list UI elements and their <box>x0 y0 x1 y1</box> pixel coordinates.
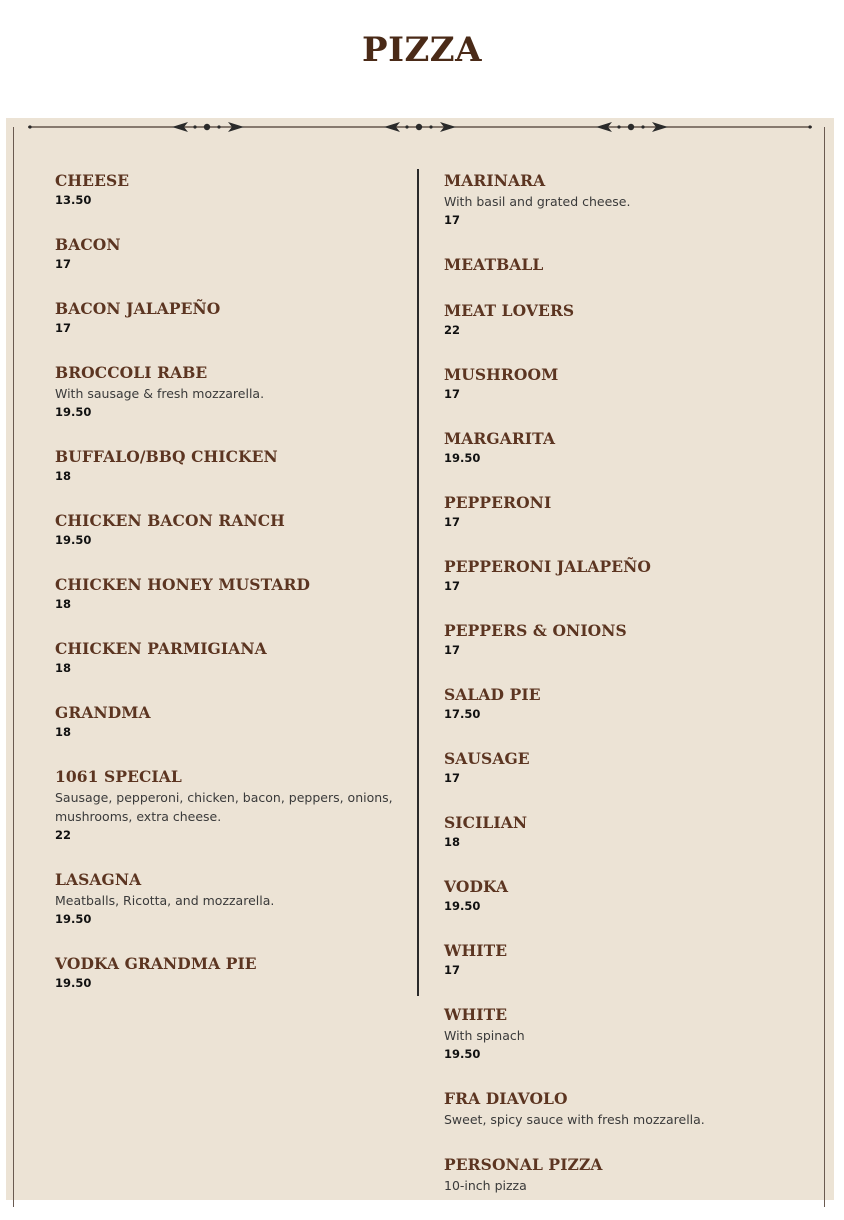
item-price: 22 <box>444 323 461 337</box>
menu-item <box>55 362 395 421</box>
item-name: PEPPERONI JALAPEÑO <box>444 557 652 576</box>
item-description: With basil and grated cheese. <box>444 194 631 209</box>
menu-item <box>55 170 395 209</box>
item-price: 19.50 <box>55 912 92 926</box>
item-name: VODKA GRANDMA PIE <box>55 954 257 973</box>
menu-item <box>55 766 395 844</box>
item-price: 17 <box>55 321 72 335</box>
menu-panel <box>6 118 834 1200</box>
item-name: PERSONAL PIZZA <box>444 1155 603 1174</box>
item-price: 19.50 <box>55 533 92 547</box>
column-divider <box>417 169 419 996</box>
item-price: 17 <box>444 579 461 593</box>
item-name: CHICKEN HONEY MUSTARD <box>55 575 311 594</box>
menu-item <box>55 574 395 613</box>
item-name: PEPPERONI <box>444 493 552 512</box>
menu-item <box>444 1154 804 1195</box>
item-price: 22 <box>55 828 72 842</box>
item-price: 17 <box>444 515 461 529</box>
item-price: 17 <box>444 643 461 657</box>
item-price: 18 <box>55 597 72 611</box>
item-price: 19.50 <box>444 899 481 913</box>
item-price: 17 <box>444 963 461 977</box>
menu-item <box>444 254 804 275</box>
item-price: 18 <box>55 661 72 675</box>
menu-item <box>55 953 395 992</box>
menu-item <box>444 620 804 659</box>
item-description: With sausage & fresh mozzarella. <box>55 386 265 401</box>
menu-item <box>444 876 804 915</box>
menu-item <box>444 748 804 787</box>
page-title: PIZZA <box>362 30 482 70</box>
menu-item <box>444 364 804 403</box>
item-name: MEAT LOVERS <box>444 301 575 320</box>
item-price: 19.50 <box>55 976 92 990</box>
item-name: VODKA <box>444 877 509 896</box>
item-description: 10-inch pizza <box>444 1178 527 1193</box>
item-name: MUSHROOM <box>444 365 559 384</box>
menu-item <box>444 428 804 467</box>
item-name: SALAD PIE <box>444 685 541 704</box>
item-name: MARGARITA <box>444 429 556 448</box>
menu-item <box>55 702 395 741</box>
item-price: 17 <box>444 387 461 401</box>
menu-item <box>444 1004 804 1063</box>
ornamental-top-border <box>6 118 834 138</box>
item-name: SAUSAGE <box>444 749 530 768</box>
menu-item <box>444 170 804 229</box>
item-price: 17 <box>55 257 72 271</box>
flourish-ornament-icon <box>384 122 456 132</box>
item-name: MEATBALL <box>444 255 544 274</box>
menu-item <box>444 812 804 851</box>
item-price: 17.50 <box>444 707 481 721</box>
item-name: BUFFALO/BBQ CHICKEN <box>55 447 278 466</box>
item-price: 19.50 <box>444 451 481 465</box>
item-price: 13.50 <box>55 193 92 207</box>
menu-right-column <box>444 170 804 1220</box>
item-price: 18 <box>55 725 72 739</box>
item-description: Sweet, spicy sauce with fresh mozzarella. <box>444 1112 705 1127</box>
flourish-ornament-icon <box>172 122 244 132</box>
item-name: GRANDMA <box>55 703 151 722</box>
item-description: Meatballs, Ricotta, and mozzarella. <box>55 893 275 908</box>
menu-item <box>55 234 395 273</box>
menu-left-column <box>55 170 395 1017</box>
menu-item <box>55 446 395 485</box>
item-name: WHITE <box>444 1005 508 1024</box>
item-name: CHICKEN PARMIGIANA <box>55 639 267 658</box>
menu-item <box>444 300 804 339</box>
item-name: 1061 SPECIAL <box>55 767 182 786</box>
item-name: SICILIAN <box>444 813 528 832</box>
item-name: FRA DIAVOLO <box>444 1089 568 1108</box>
item-name: LASAGNA <box>55 870 142 889</box>
menu-item <box>444 492 804 531</box>
item-name: CHICKEN BACON RANCH <box>55 511 285 530</box>
item-name: PEPPERS & ONIONS <box>444 621 627 640</box>
menu-item <box>55 298 395 337</box>
item-name: WHITE <box>444 941 508 960</box>
item-name: CHEESE <box>55 171 130 190</box>
item-price: 18 <box>55 469 72 483</box>
item-price: 18 <box>444 835 461 849</box>
menu-item <box>444 684 804 723</box>
flourish-ornament-icon <box>596 122 668 132</box>
item-price: 19.50 <box>55 405 92 419</box>
menu-item <box>55 510 395 549</box>
menu-item <box>444 940 804 979</box>
item-name: MARINARA <box>444 171 546 190</box>
item-name: BROCCOLI RABE <box>55 363 208 382</box>
item-description: With spinach <box>444 1028 525 1043</box>
item-description: Sausage, pepperoni, chicken, bacon, peppers, onions, mushrooms, extra cheese. <box>55 790 393 824</box>
item-price: 19.50 <box>444 1047 481 1061</box>
item-name: BACON JALAPEÑO <box>55 299 221 318</box>
item-price: 17 <box>444 213 461 227</box>
menu-item <box>55 869 395 928</box>
item-name: BACON <box>55 235 121 254</box>
item-price: 17 <box>444 771 461 785</box>
menu-item <box>444 1088 804 1129</box>
menu-item <box>55 638 395 677</box>
menu-item <box>444 556 804 595</box>
